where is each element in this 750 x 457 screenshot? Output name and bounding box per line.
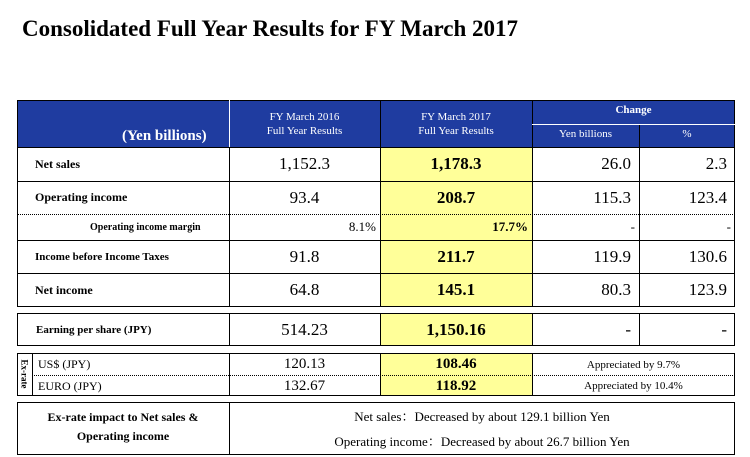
usd-note: Appreciated by 9.7% xyxy=(586,358,681,371)
exrate-side-label: Ex-rate xyxy=(19,359,30,389)
impact-operating-income: Operating income：Decreased by about 26.7 billion Yen xyxy=(334,434,630,449)
cell-fy2016: 91.8 xyxy=(289,246,320,266)
row-label: Operating income margin xyxy=(90,221,201,233)
cell-change: 119.9 xyxy=(593,246,631,266)
usd-fy2017: 108.46 xyxy=(435,356,477,372)
cell-fy2017: 211.7 xyxy=(437,246,475,266)
cell-pct: 123.9 xyxy=(688,280,727,299)
eps-pct: - xyxy=(721,319,727,339)
cell-pct: - xyxy=(726,219,731,234)
impact-net-sales: Net sales：Decreased by about 129.1 billion Yen xyxy=(354,409,610,424)
euro-label: EURO (JPY) xyxy=(38,378,102,393)
cell-fy2017: 1,178.3 xyxy=(430,154,482,173)
eps-change: - xyxy=(625,319,631,339)
col-fy2016-line2: Full Year Results xyxy=(266,125,343,137)
cell-fy2016: 64.8 xyxy=(289,280,320,299)
page-title: Consolidated Full Year Results for FY March 2017 xyxy=(22,16,518,41)
col-fy2017-line2: Full Year Results xyxy=(418,125,494,137)
col-fy2017-line1: FY March 2017 xyxy=(421,111,491,123)
cell-change: - xyxy=(630,219,635,234)
cell-fy2017: 17.7% xyxy=(492,219,528,234)
cell-pct: 130.6 xyxy=(688,246,727,266)
euro-note: Appreciated by 10.4% xyxy=(584,380,683,392)
change-divider xyxy=(532,124,735,125)
row-label: Net sales xyxy=(35,156,80,171)
unit-label: (Yen billions) xyxy=(122,128,207,144)
eps-fy2017: 1,150.16 xyxy=(426,319,486,339)
cell-change: 80.3 xyxy=(601,280,631,299)
eps-label: Earning per share (JPY) xyxy=(36,323,152,336)
col-fy2016-line1: FY March 2016 xyxy=(269,111,340,123)
impact-label-line2: Operating income xyxy=(76,429,170,443)
usd-label: US$ (JPY) xyxy=(38,357,91,371)
row-label: Net income xyxy=(35,282,93,297)
cell-change: 26.0 xyxy=(601,154,631,173)
col-change-yen: Yen billions xyxy=(559,128,612,140)
row-label: Operating income xyxy=(35,190,128,204)
eps-fy2016: 514.23 xyxy=(281,319,328,339)
cell-fy2017: 208.7 xyxy=(436,187,476,207)
cell-fy2016: 8.1% xyxy=(348,219,376,234)
col-change: Change xyxy=(615,104,652,116)
cell-fy2016: 93.4 xyxy=(289,187,320,207)
usd-fy2016: 120.13 xyxy=(283,356,326,372)
cell-fy2016: 1,152.3 xyxy=(279,154,330,173)
col-change-pct: % xyxy=(682,128,692,140)
cell-pct: 123.4 xyxy=(688,187,727,207)
cell-change: 115.3 xyxy=(593,187,631,207)
euro-fy2016: 132.67 xyxy=(283,377,326,394)
cell-fy2017: 145.1 xyxy=(436,280,476,299)
cell-pct: 2.3 xyxy=(705,154,727,173)
row-label: Income before Income Taxes xyxy=(35,250,169,263)
euro-fy2017: 118.92 xyxy=(435,377,477,394)
impact-label-line1: Ex-rate impact to Net sales & xyxy=(47,410,199,424)
